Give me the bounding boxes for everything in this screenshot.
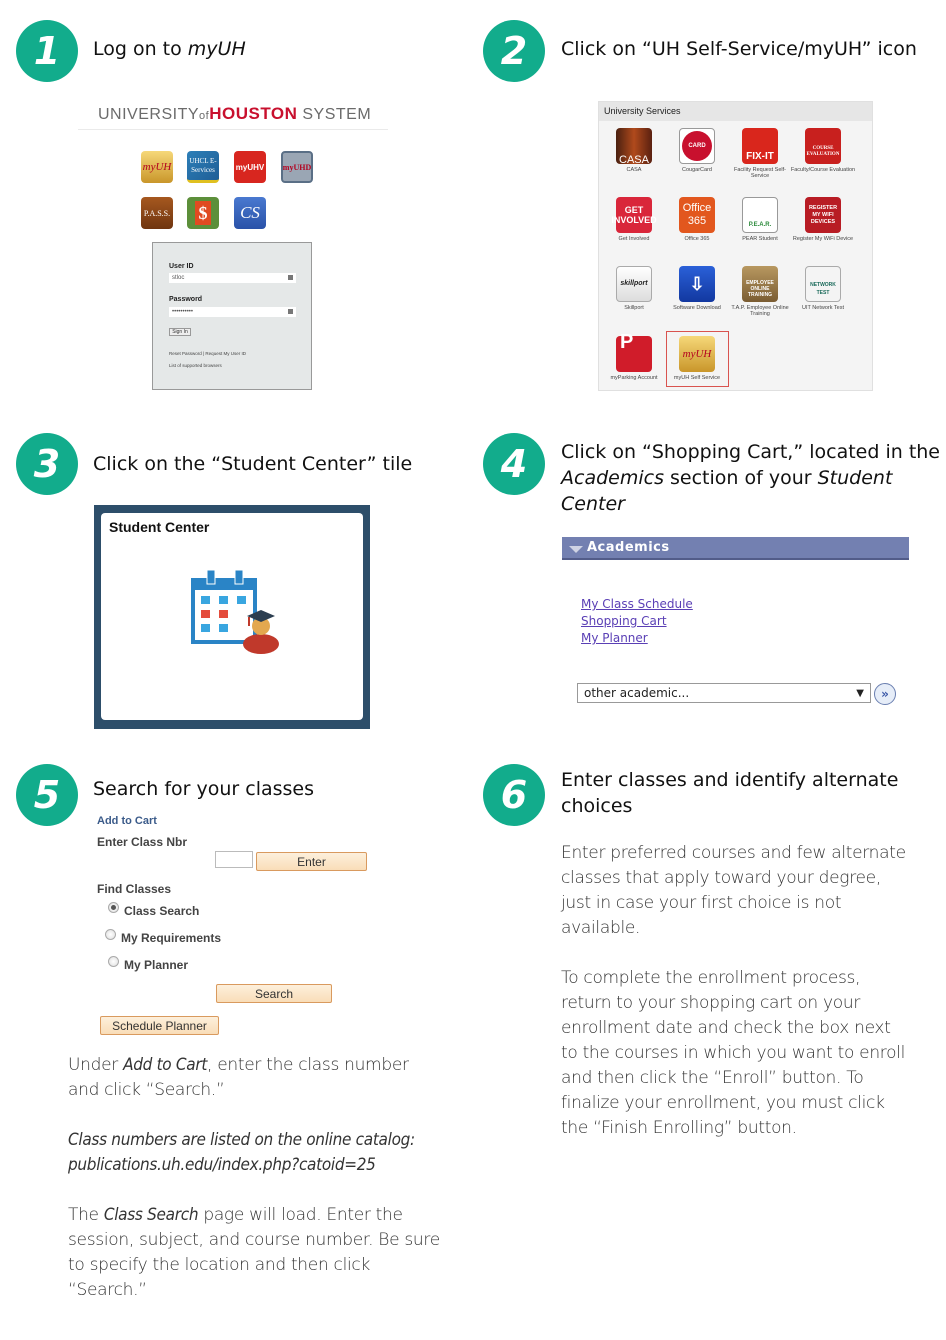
- myuh-highlight-box: [666, 331, 729, 387]
- myuhv-icon[interactable]: [234, 151, 266, 183]
- app-label: myUHD: [282, 162, 312, 172]
- class-nbr-input[interactable]: [215, 851, 253, 868]
- myuh-self-service-icon: myUH: [679, 336, 715, 372]
- title-text: section of your: [663, 467, 818, 489]
- shopping-cart-link[interactable]: Shopping Cart: [581, 614, 667, 628]
- pear-icon: P.E.A.R.: [742, 197, 778, 233]
- panel-title: University Services: [599, 102, 872, 121]
- title-italic: Academics: [561, 467, 664, 489]
- select-value: other academic...: [584, 686, 690, 700]
- enter-button[interactable]: Enter: [256, 852, 367, 871]
- service-pear[interactable]: [727, 197, 793, 242]
- title-line-1: Click on “Shopping Cart,” located in the: [561, 441, 940, 463]
- my-class-schedule-link[interactable]: My Class Schedule: [581, 597, 693, 611]
- academics-title: Academics: [587, 540, 670, 555]
- calendar-graduate-icon: [189, 568, 289, 658]
- go-button[interactable]: [874, 683, 896, 705]
- title-line-2: [561, 465, 946, 517]
- service-facility-request[interactable]: [727, 128, 793, 179]
- step-3-badge: [16, 433, 78, 495]
- office-365-icon: Office 365: [679, 197, 715, 233]
- dropdown-arrow-icon: ▼: [856, 688, 864, 699]
- service-network-test[interactable]: [790, 266, 856, 311]
- app-label: P.A.S.S.: [143, 208, 171, 218]
- network-test-icon: NETWORK TEST: [805, 266, 841, 302]
- service-register-wifi[interactable]: [790, 197, 856, 242]
- search-button[interactable]: Search: [216, 984, 332, 1003]
- student-center-title: Student Center: [109, 519, 210, 535]
- double-chevron-right-icon: »: [881, 687, 889, 701]
- step-2-badge: [483, 20, 545, 82]
- catalog-note-text: Class numbers are listed on the online catalog:: [68, 1130, 415, 1150]
- app-label: CS: [240, 203, 260, 222]
- supported-browsers-link[interactable]: List of supported browsers: [169, 363, 222, 368]
- my-planner-link[interactable]: My Planner: [581, 631, 648, 645]
- enter-class-nbr-label: Enter Class Nbr: [97, 835, 188, 849]
- app-label: myUHV: [235, 162, 265, 172]
- step-number: 1: [33, 29, 61, 73]
- student-center-tile[interactable]: [94, 505, 370, 729]
- title-italic: Student Center: [561, 467, 893, 515]
- step-3-title: Click on the “Student Center” tile: [93, 453, 413, 475]
- other-academic-select[interactable]: [577, 683, 871, 703]
- password-field[interactable]: [169, 307, 296, 317]
- user-id-value: stloc: [172, 275, 185, 281]
- sign-in-button[interactable]: Sign In: [169, 328, 191, 336]
- myuhd-icon[interactable]: [281, 151, 313, 183]
- title-line-2: choices: [561, 795, 633, 817]
- step-number: 2: [500, 29, 528, 73]
- app-label: myUH: [142, 160, 172, 173]
- myuh-icon[interactable]: [141, 151, 173, 183]
- text: Under: [68, 1055, 124, 1075]
- service-software-download[interactable]: [664, 266, 730, 311]
- step-6-instructions: [561, 841, 911, 1166]
- service-tap-training[interactable]: [727, 266, 793, 317]
- title-text: Log on to: [93, 38, 188, 60]
- service-label: Faculty/Course Evaluation: [790, 167, 856, 173]
- uhcl-icon[interactable]: [187, 151, 219, 183]
- class-search-radio[interactable]: [108, 902, 119, 913]
- casa-icon: CASA: [616, 128, 652, 164]
- logo-university: UNIVERSITY: [98, 106, 200, 123]
- cougarcard-seal: CARD: [682, 131, 712, 161]
- pass-icon[interactable]: [141, 197, 173, 229]
- reset-password-links[interactable]: Reset Password | Request My User ID: [169, 351, 246, 356]
- step-5-badge: [16, 764, 78, 826]
- catalog-note: [68, 1128, 443, 1178]
- step-5-title: Search for your classes: [93, 778, 314, 800]
- academics-section-header[interactable]: [562, 537, 909, 560]
- password-value: ••••••••••: [172, 309, 194, 315]
- service-label: Register My WiFi Device: [792, 236, 854, 242]
- service-skillport[interactable]: [601, 266, 667, 311]
- student-center-card: [101, 513, 363, 720]
- step-2-title: Click on “UH Self-Service/myUH” icon: [561, 38, 917, 60]
- service-myparking[interactable]: [601, 331, 667, 381]
- service-course-evaluation[interactable]: [790, 128, 856, 173]
- step-4-title: [561, 439, 946, 517]
- text: , enter the class number and click “Search.”: [68, 1055, 409, 1100]
- italic-text: Add to Cart: [123, 1055, 208, 1075]
- course-evaluation-icon: COURSE EVALUATION: [805, 128, 841, 164]
- step-4-badge: [483, 433, 545, 495]
- step-1-badge: [16, 20, 78, 82]
- my-planner-label: My Planner: [124, 958, 189, 972]
- service-cougarcard[interactable]: [664, 128, 730, 173]
- cougarcard-icon: [679, 128, 715, 164]
- step-6-title: [561, 767, 898, 819]
- app-label: $: [195, 201, 211, 225]
- step-number: 4: [500, 442, 528, 486]
- fix-it-icon: FIX-IT: [742, 128, 778, 164]
- step-number: 6: [500, 773, 528, 817]
- step-1-title: [93, 36, 246, 62]
- dollar-icon[interactable]: [187, 197, 219, 229]
- keyboard-icon: [288, 275, 293, 280]
- my-requirements-label: My Requirements: [121, 931, 222, 945]
- service-label: PEAR Student: [742, 236, 778, 242]
- user-id-field[interactable]: [169, 273, 296, 283]
- keyboard-icon: [288, 309, 293, 314]
- paragraph: [68, 1053, 443, 1103]
- user-id-label: User ID: [169, 263, 194, 270]
- service-label: myParking Account: [610, 375, 658, 381]
- software-download-icon: ⇩: [679, 266, 715, 302]
- paragraph: Enter preferred courses and few alternate classes that apply toward your degree, just in case your first choice is not available.: [561, 843, 906, 938]
- register-wifi-icon: REGISTER MY WIFI DEVICES: [805, 197, 841, 233]
- employee-training-icon: EMPLOYEE ONLINE TRAINING: [742, 266, 778, 302]
- collapse-triangle-icon[interactable]: [569, 546, 583, 553]
- paragraph: [68, 1203, 443, 1303]
- find-classes-label: Find Classes: [97, 882, 172, 896]
- paragraph: To complete the enrollment process, return to your shopping cart on your enrollment date and check the box next to the courses in which you want to enroll and then click the “Enroll” button. To finalize your enrollment, you must click the “Finish Enrolling” button.: [561, 968, 906, 1138]
- my-planner-radio[interactable]: [108, 956, 119, 967]
- service-label: Office 365: [684, 236, 710, 242]
- catalog-url: publications.uh.edu/index.php?catoid=25: [68, 1155, 376, 1175]
- service-label: myUH Self Service: [673, 375, 721, 381]
- cs-icon[interactable]: [234, 197, 266, 229]
- logo-of: of: [199, 110, 210, 122]
- logo-houston: HOUSTON: [209, 104, 298, 123]
- service-label: T.A.P. Employee Online Training: [731, 305, 789, 317]
- service-label: UIT Network Test: [802, 305, 844, 311]
- add-to-cart-heading: Add to Cart: [97, 815, 157, 827]
- service-get-involved[interactable]: [601, 197, 667, 242]
- step-5-instructions: [68, 1053, 443, 1328]
- step-number: 3: [33, 442, 61, 486]
- service-label: Get Involved: [618, 236, 650, 242]
- logo-system: SYSTEM: [302, 106, 372, 123]
- title-line-1: Enter classes and identify alternate: [561, 769, 899, 791]
- service-label: CASA: [626, 167, 642, 173]
- my-requirements-radio[interactable]: [105, 929, 116, 940]
- step-number: 5: [33, 773, 61, 817]
- parking-icon: P: [616, 336, 652, 372]
- service-label: Facility Request Self-Service: [734, 167, 786, 179]
- password-label: Password: [169, 296, 203, 303]
- service-label: CougarCard: [682, 167, 712, 173]
- logo-divider: [78, 129, 388, 130]
- schedule-planner-button[interactable]: Schedule Planner: [100, 1016, 219, 1035]
- service-label: Software Download: [673, 305, 721, 311]
- skillport-icon: skillport: [616, 266, 652, 302]
- login-form: [152, 242, 312, 390]
- uh-system-logo: [98, 104, 371, 124]
- service-office-365[interactable]: [664, 197, 730, 242]
- class-search-label: Class Search: [124, 904, 200, 918]
- service-label: Skillport: [624, 305, 644, 311]
- text: The: [68, 1205, 104, 1225]
- step-6-badge: [483, 764, 545, 826]
- italic-text: Class Search: [103, 1205, 199, 1225]
- text: page will load. Enter the session, subject, and course number. Be sure to specify the location and then click “Search.”: [68, 1205, 440, 1300]
- app-label: UHCL E-Services: [189, 156, 217, 174]
- service-casa[interactable]: [601, 128, 667, 173]
- get-involved-icon: GET INVOLVED: [616, 197, 652, 233]
- title-italic: myUH: [187, 38, 246, 60]
